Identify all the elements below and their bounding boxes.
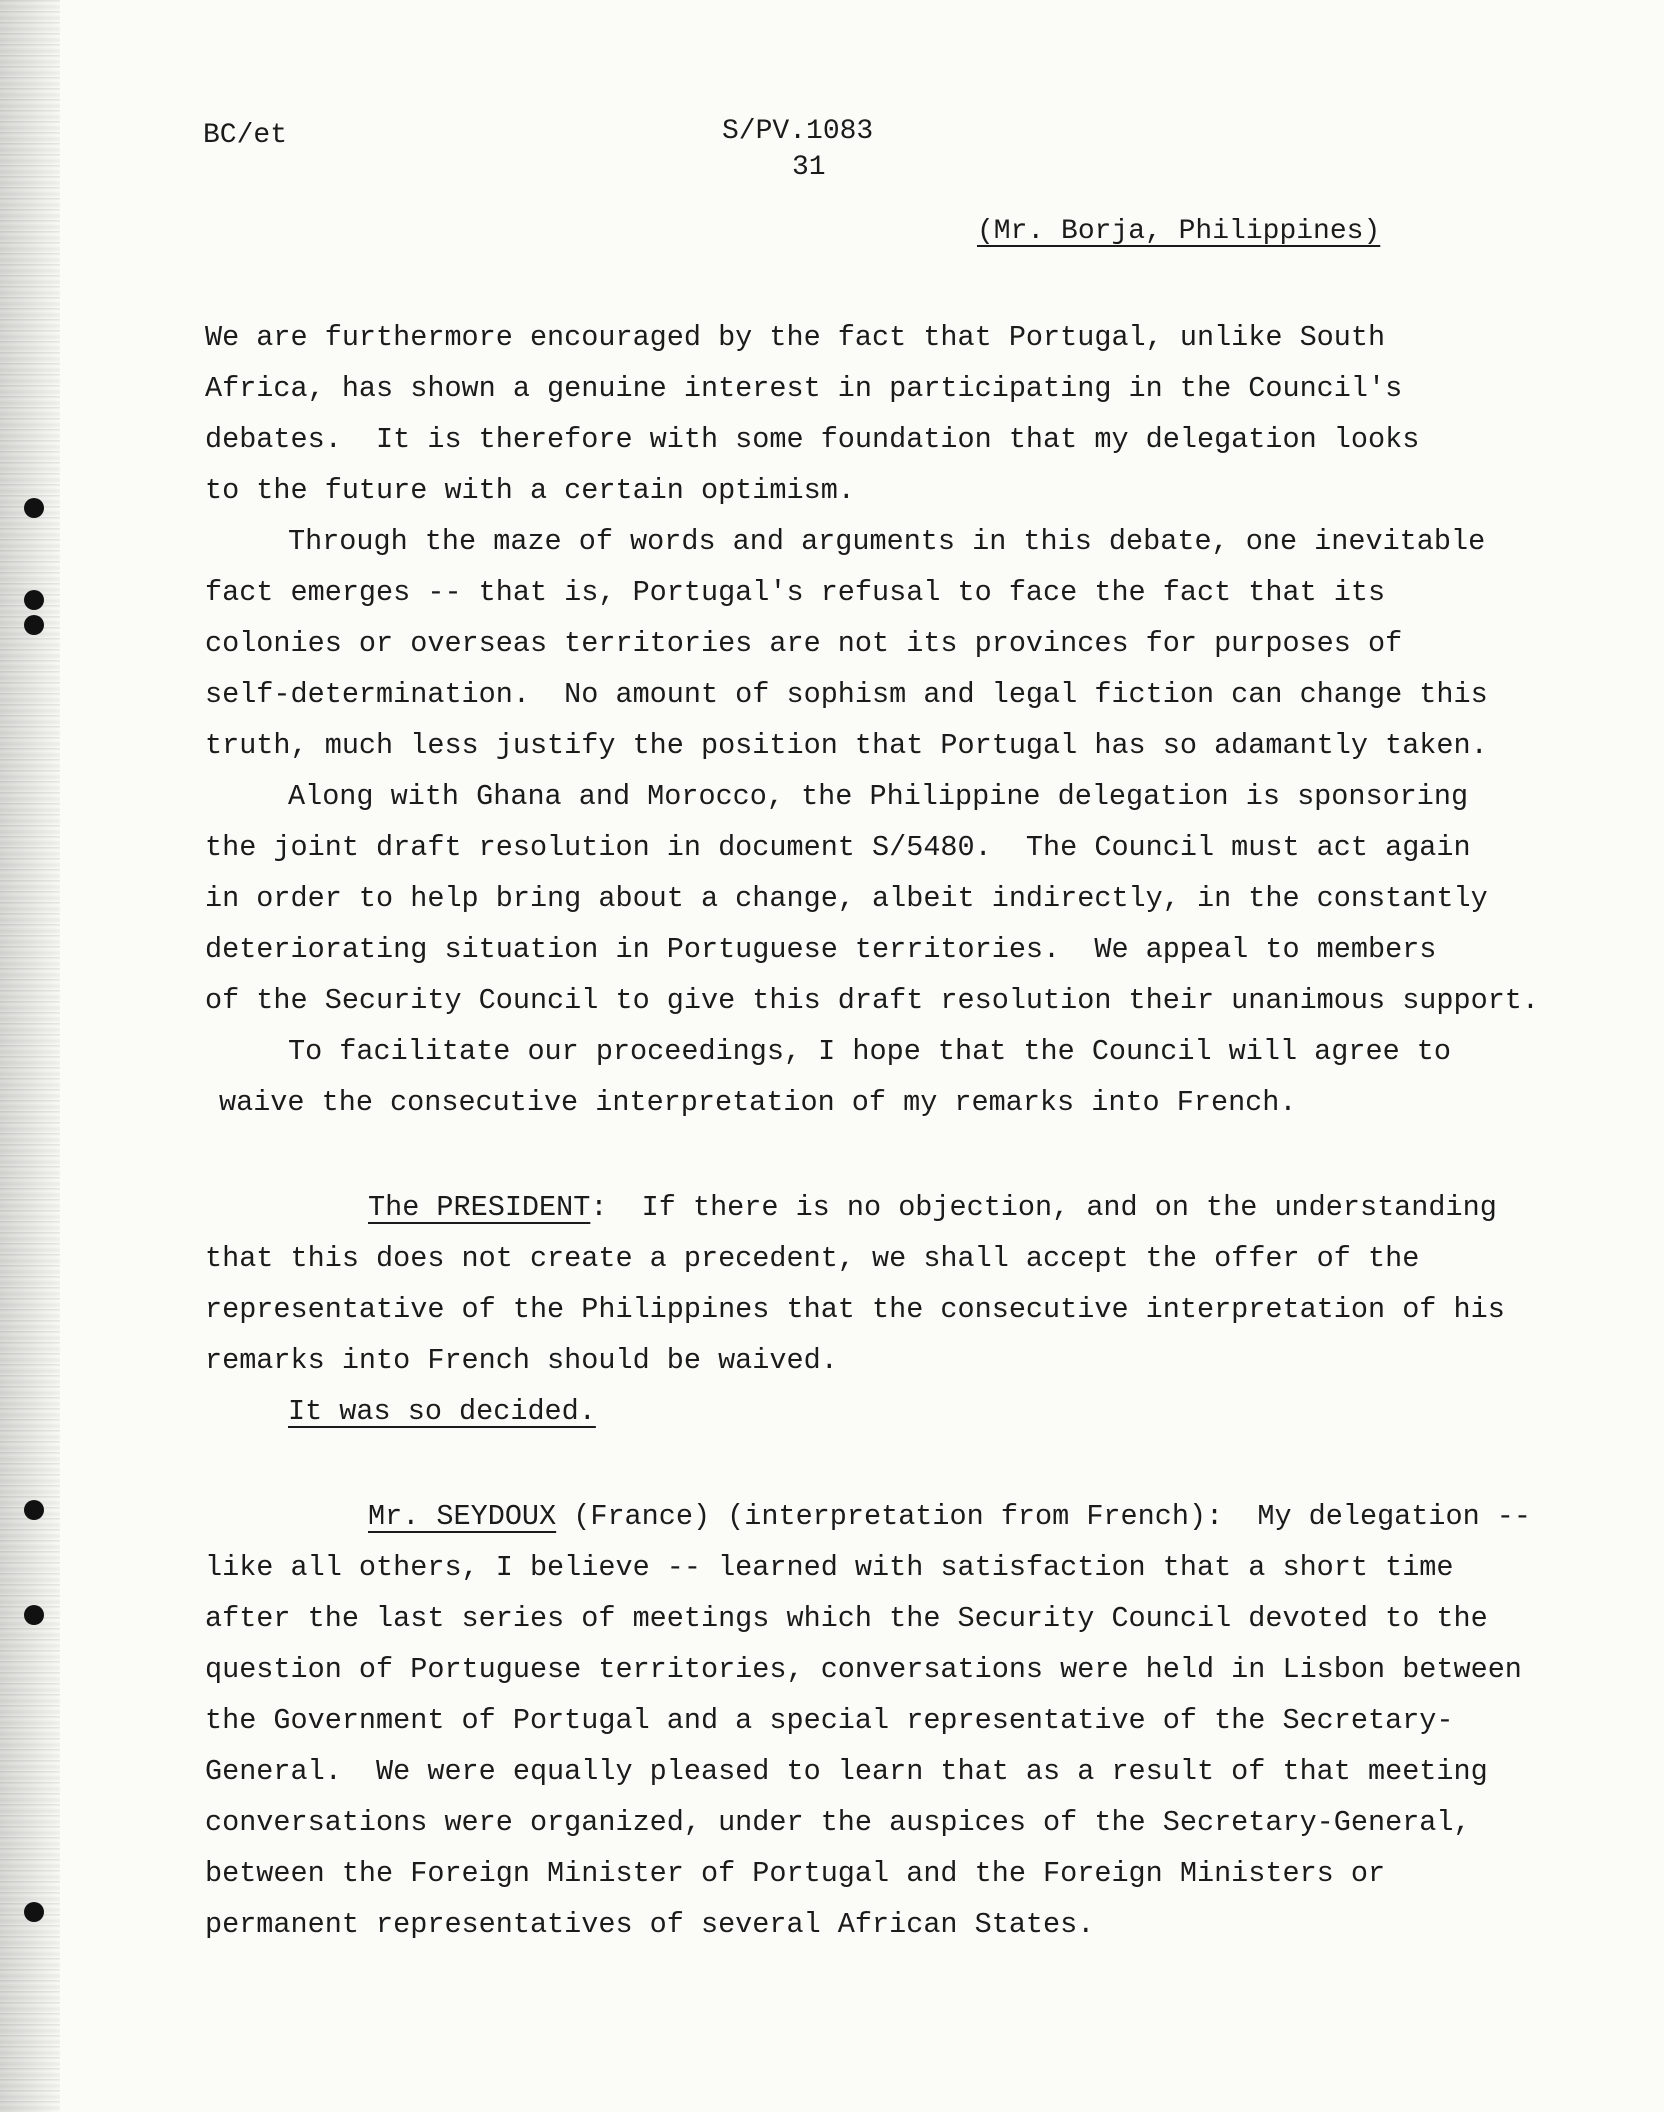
text-line: in order to help bring about a change, albeit indirectly, in the constantly: [205, 882, 1488, 915]
speaker-name: The PRESIDENT: [368, 1191, 591, 1224]
text-line: [205, 1491, 1539, 1542]
text-line: colonies or overseas territories are not its provinces for purposes of: [205, 627, 1403, 660]
binder-hole-mark: [24, 498, 44, 518]
text-line: conversations were organized, under the auspices of the Secretary-General,: [205, 1806, 1471, 1839]
text-line: question of Portuguese territories, conversations were held in Lisbon between: [205, 1653, 1522, 1686]
text-line: To facilitate our proceedings, I hope that the Council will agree to: [288, 1035, 1451, 1068]
speaker-name: Mr. SEYDOUX: [368, 1500, 557, 1533]
scan-edge-shadow: [0, 0, 60, 2112]
text-line: the Government of Portugal and a special representative of the Secretary-: [205, 1704, 1454, 1737]
paragraph-optimism: [205, 312, 1539, 516]
document-symbol: S/PV.1083: [722, 116, 874, 147]
text-line: General. We were equally pleased to learn that as a result of that meeting: [205, 1755, 1488, 1788]
document-reference: BC/et: [203, 120, 288, 151]
spacer: [205, 1437, 1539, 1491]
text-line: after the last series of meetings which the Security Council devoted to the: [205, 1602, 1488, 1635]
paragraph-waive-interpretation: [205, 1026, 1539, 1128]
binder-hole-mark: [24, 1605, 44, 1625]
text-line: to the future with a certain optimism.: [205, 474, 855, 507]
seydoux-statement: [205, 1491, 1539, 1950]
text-line: Along with Ghana and Morocco, the Philippine delegation is sponsoring: [288, 780, 1469, 813]
text-line: between the Foreign Minister of Portugal and the Foreign Ministers or: [205, 1857, 1386, 1890]
text-line: like all others, I believe -- learned with satisfaction that a short time: [205, 1551, 1454, 1584]
text-line: debates. It is therefore with some foundation that my delegation looks: [205, 423, 1420, 456]
text-line: remarks into French should be waived.: [205, 1344, 838, 1377]
text-line: [205, 1182, 1539, 1233]
text-line: fact emerges -- that is, Portugal's refusal to face the fact that its: [205, 576, 1386, 609]
binder-hole-mark: [24, 1500, 44, 1520]
text-span: (France) (interpretation from French): My delegation --: [556, 1500, 1531, 1533]
page-number: 31: [792, 152, 826, 183]
text-line: deteriorating situation in Portuguese territories. We appeal to members: [205, 933, 1437, 966]
text-line: of the Security Council to give this draft resolution their unanimous support.: [205, 984, 1540, 1017]
president-statement: [205, 1182, 1539, 1437]
text-line: the joint draft resolution in document S/5480. The Council must act again: [205, 831, 1471, 864]
text-line: We are furthermore encouraged by the fact that Portugal, unlike South: [205, 321, 1386, 354]
text-line: permanent representatives of several African States.: [205, 1908, 1095, 1941]
text-line: Through the maze of words and arguments in this debate, one inevitable: [288, 525, 1486, 558]
document-body: [205, 312, 1539, 1950]
paragraph-maze-of-words: [205, 516, 1539, 771]
decision-note: It was so decided.: [288, 1395, 596, 1428]
paragraph-draft-resolution: [205, 771, 1539, 1026]
text-line: representative of the Philippines that the consecutive interpretation of his: [205, 1293, 1505, 1326]
text-line: Africa, has shown a genuine interest in participating in the Council's: [205, 372, 1403, 405]
text-line: [205, 1386, 1539, 1437]
text-line: self-determination. No amount of sophism and legal fiction can change this: [205, 678, 1488, 711]
binder-hole-mark: [24, 1902, 44, 1922]
text-line: truth, much less justify the position that Portugal has so adamantly taken.: [205, 729, 1488, 762]
binder-hole-mark: [24, 590, 44, 610]
text-line: waive the consecutive interpretation of my remarks into French.: [219, 1086, 1297, 1119]
text-line: that this does not create a precedent, we shall accept the offer of the: [205, 1242, 1420, 1275]
speaker-tag: (Mr. Borja, Philippines): [977, 216, 1381, 247]
spacer: [205, 1128, 1539, 1182]
text-span: : If there is no objection, and on the understanding: [590, 1191, 1497, 1224]
binder-hole-mark: [24, 615, 44, 635]
